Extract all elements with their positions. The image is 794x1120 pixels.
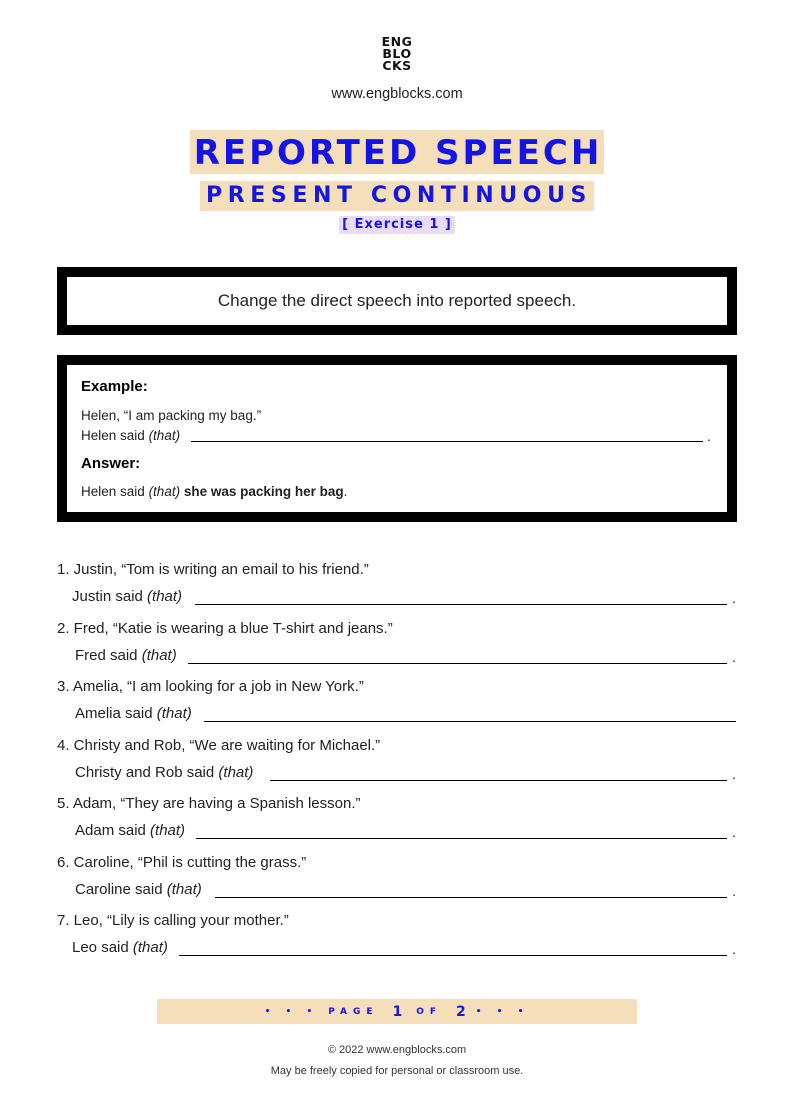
question-period: . <box>732 766 736 782</box>
example-said-line <box>81 428 180 443</box>
question-period: . <box>732 883 736 899</box>
logo-line: BLO <box>382 46 412 61</box>
question-said-line <box>75 647 177 664</box>
example-that: (that) <box>148 428 181 443</box>
question-said-prefix: Amelia said <box>75 705 153 722</box>
logo-line: ENG <box>381 34 413 49</box>
question-that: (that) <box>218 764 254 781</box>
answer-period: . <box>343 484 348 499</box>
question-that: (that) <box>166 881 202 898</box>
question-that: (that) <box>147 588 183 605</box>
of-word: OF <box>416 1006 443 1017</box>
question-direct-speech: 1. Justin, “Tom is writing an email to his friend.” <box>57 561 369 578</box>
question-said-prefix: Fred said <box>75 647 138 664</box>
question-direct-speech: 4. Christy and Rob, “We are waiting for Michael.” <box>57 737 381 754</box>
example-box <box>57 355 737 522</box>
example-said-prefix: Helen said <box>81 428 145 443</box>
question-period: . <box>732 824 736 840</box>
sub-title: PRESENT CONTINUOUS <box>200 181 594 211</box>
question-answer-blank[interactable] <box>270 780 727 781</box>
question-said-prefix: Caroline said <box>75 881 163 898</box>
copyright: © 2022 www.engblocks.com <box>327 1044 467 1056</box>
question-answer-blank[interactable] <box>179 955 727 956</box>
answer-that: (that) <box>148 484 181 499</box>
page-indicator <box>157 999 637 1024</box>
question-direct-speech: 7. Leo, “Lily is calling your mother.” <box>57 912 289 929</box>
engblocks-logo <box>0 36 794 72</box>
example-period: . <box>707 428 711 444</box>
question-direct-speech: 6. Caroline, “Phil is cutting the grass.” <box>57 854 307 871</box>
question-direct-speech: 3. Amelia, “I am looking for a job in New York.” <box>57 678 364 695</box>
dots-left: • • • <box>264 1006 319 1017</box>
question-said-prefix: Christy and Rob said <box>75 764 215 781</box>
main-title: REPORTED SPEECH <box>190 130 605 174</box>
example-direct-speech: Helen, “I am packing my bag.” <box>81 408 262 423</box>
answer-text: she was packing her bag <box>183 484 344 499</box>
answer-label: Answer: <box>81 455 141 472</box>
question-answer-blank[interactable] <box>195 604 727 605</box>
example-answer-blank <box>191 441 703 442</box>
instruction-box <box>57 267 737 335</box>
page-number: 1 <box>392 1003 403 1020</box>
question-said-line <box>75 822 185 839</box>
question-said-prefix: Justin said <box>72 588 143 605</box>
question-said-line <box>75 705 192 722</box>
question-direct-speech: 5. Adam, “They are having a Spanish lesson.” <box>57 795 361 812</box>
usage-note: May be freely copied for personal or classroom use. <box>270 1065 524 1077</box>
main-title-wrap <box>0 130 794 174</box>
exercise-label-wrap <box>0 215 794 234</box>
question-said-line <box>75 764 253 781</box>
question-said-line <box>75 881 202 898</box>
answer-prefix: Helen said <box>81 484 145 499</box>
page-word: PAGE <box>328 1006 379 1017</box>
question-that: (that) <box>141 647 177 664</box>
example-label: Example: <box>81 378 148 395</box>
question-answer-blank[interactable] <box>215 897 727 898</box>
page-total: 2 <box>456 1003 466 1020</box>
question-said-prefix: Adam said <box>75 822 146 839</box>
question-said-line <box>72 588 182 605</box>
question-that: (that) <box>132 939 168 956</box>
question-direct-speech: 2. Fred, “Katie is wearing a blue T-shirt and jeans.” <box>57 620 393 637</box>
question-period: . <box>732 941 736 957</box>
question-answer-blank[interactable] <box>196 838 727 839</box>
answer-line <box>81 484 347 499</box>
site-url: www.engblocks.com <box>331 86 463 102</box>
question-that: (that) <box>150 822 186 839</box>
dots-right: • • • <box>475 1006 530 1017</box>
question-answer-blank[interactable] <box>188 663 727 664</box>
instruction-text: Change the direct speech into reported speech. <box>217 291 577 310</box>
exercise-label: [ Exercise 1 ] <box>339 216 455 234</box>
logo-line: CKS <box>382 58 412 73</box>
sub-title-wrap <box>0 181 794 211</box>
question-said-line <box>72 939 168 956</box>
question-period: . <box>732 590 736 606</box>
question-that: (that) <box>156 705 192 722</box>
question-said-prefix: Leo said <box>72 939 129 956</box>
question-period: . <box>732 649 736 665</box>
question-answer-blank[interactable] <box>204 721 736 722</box>
